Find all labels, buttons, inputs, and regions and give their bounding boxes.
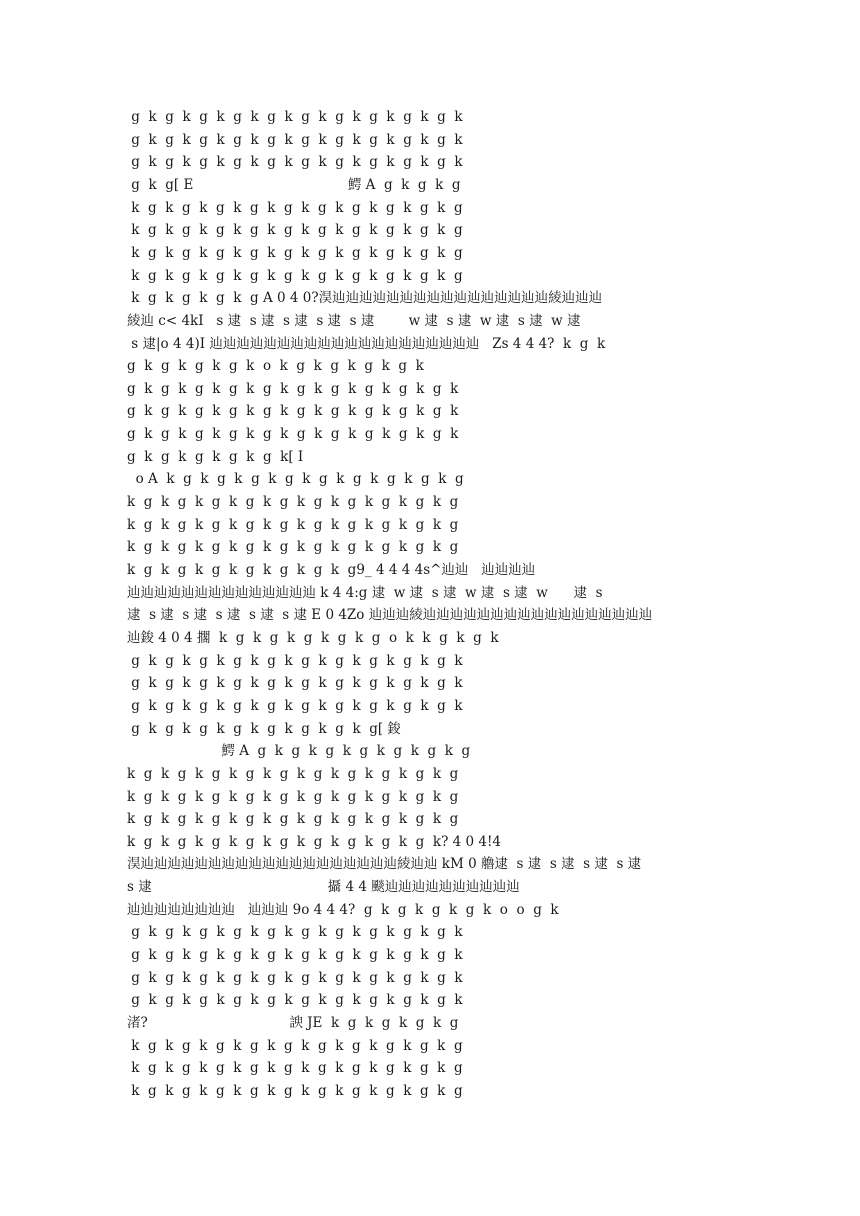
text-line: k g k g k g k g k g k g k g k g k g k g — [127, 268, 463, 284]
text-line: g k g k g k g k g k g k g k g k g k g k — [127, 109, 463, 125]
text-line: g k g k g k g k g k g k g k g k g k g k — [127, 924, 463, 940]
text-line: k g k g k g k g k g k g k g k g k g k g — [127, 200, 463, 216]
text-line: k g k g k g k g A 0 4 0?淏辿辿辿辿辿辿辿辿辿辿辿辿辿辿辿辿綾辿辿辿 — [127, 290, 603, 306]
text-line: 鰐 A g k g k g k g k g k g k g — [127, 743, 471, 759]
text-line: k g k g k g k g k g k g k g k g k g k g — [127, 222, 463, 238]
text-line: g k g k g k g k g k g k g k g k g k g k — [127, 970, 463, 986]
text-line: o A k g k g k g k g k g k g k g k g k g — [127, 471, 464, 487]
text-line: g k g k g k g k g k[ I — [127, 449, 304, 465]
text-line: g k g k g k g k o k g k g k g k g k — [127, 358, 424, 374]
text-line: k g k g k g k g k g k g k g9_ 4 4 4 4s^辿辿 辿辿辿辿 — [127, 562, 536, 578]
text-line: k g k g k g k g k g k g k g k g k g k g — [127, 539, 459, 555]
text-line: g k g k g k g k g k g k g k g[ 鋑 — [127, 721, 401, 737]
text-line: g k g k g k g k g k g k g k g k g k g k — [127, 381, 459, 397]
text-line: 淏辿辿辿辿辿辿辿辿辿辿辿辿辿辿辿辿辿辿辿綾辿辿 kM 0 艪逮 s 逮 s 逮 s 逮 s 逮 — [127, 856, 642, 872]
text-line: k g k g k g k g k g k g k g k g k g k g — [127, 245, 463, 261]
text-line: s 逮 攝 4 4 颷辿辿辿辿辿辿辿辿辿辿 — [127, 879, 520, 895]
text-line: k g k g k g k g k g k g k g k g k g k g — [127, 1060, 463, 1076]
text-line: 辿辿辿辿辿辿辿辿辿辿辿辿辿辿 k 4 4:g 逮 w 逮 s 逮 w 逮 s 逮 w 逮 s — [127, 585, 603, 601]
text-line: k g k g k g k g k g k g k g k g k g k g — [127, 517, 459, 533]
text-line: 辿辿辿辿辿辿辿辿 辿辿辿 9o 4 4 4? g k g k g k g k o o g k — [127, 902, 559, 918]
text-line: k g k g k g k g k g k g k g k g k g k g — [127, 811, 459, 827]
text-line: k g k g k g k g k g k g k g k g k g k g — [127, 1038, 463, 1054]
text-line: 逮 s 逮 s 逮 s 逮 s 逮 s 逮 E 0 4Zo 辿辿辿綾辿辿辿辿辿辿辿辿辿辿辿辿辿辿辿辿辿 — [127, 607, 653, 623]
text-line: g k g k g k g k g k g k g k g k g k g k — [127, 992, 463, 1008]
text-line: s 逮|o 4 4)I 辿辿辿辿辿辿辿辿辿辿辿辿辿辿辿辿辿辿辿辿 Zs 4 4 4? k g k — [127, 336, 606, 352]
text-line: g k g k g k g k g k g k g k g k g k g k — [127, 154, 463, 170]
text-line: g k g k g k g k g k g k g k g k g k g k — [127, 947, 463, 963]
text-line: g k g k g k g k g k g k g k g k g k g k — [127, 698, 463, 714]
text-line: k g k g k g k g k g k g k g k g k g k g — [127, 789, 459, 805]
text-line: k g k g k g k g k g k g k g k g k g k g — [127, 1083, 463, 1099]
text-line: g k g k g k g k g k g k g k g k g k g k — [127, 653, 463, 669]
text-line: k g k g k g k g k g k g k g k g k g k? 4 0 4!4 — [127, 834, 501, 850]
text-line: g k g[ E 鰐 A g k g k g — [127, 177, 461, 193]
text-line: 渚? 諛 JE k g k g k g k g — [127, 1015, 459, 1031]
text-line: g k g k g k g k g k g k g k g k g k g k — [127, 132, 463, 148]
text-line: g k g k g k g k g k g k g k g k g k g k — [127, 675, 463, 691]
text-line: g k g k g k g k g k g k g k g k g k g k — [127, 403, 459, 419]
text-line: 綾辿 c< 4kI s 逮 s 逮 s 逮 s 逮 s 逮 w 逮 s 逮 w 逮 s 逮 w 逮 — [127, 313, 581, 329]
text-line: k g k g k g k g k g k g k g k g k g k g — [127, 766, 459, 782]
text-line: g k g k g k g k g k g k g k g k g k g k — [127, 426, 459, 442]
text-line: 辿鋑 4 0 4 擱 k g k g k g k g k g o k k g k g k — [127, 630, 499, 646]
text-line: k g k g k g k g k g k g k g k g k g k g — [127, 494, 459, 510]
